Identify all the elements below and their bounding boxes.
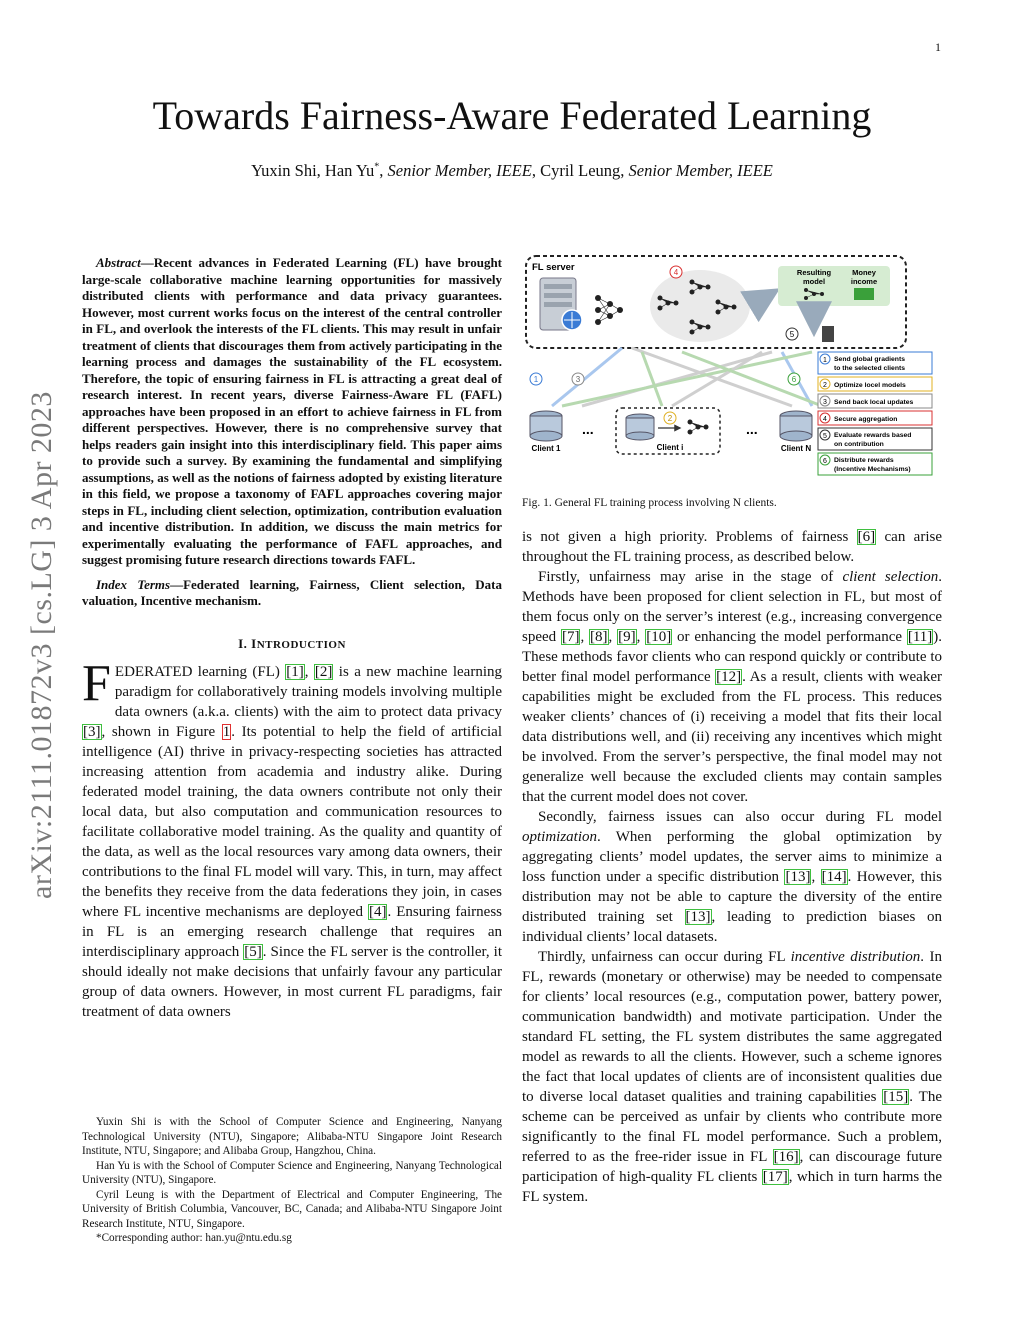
body-text: . As a result, clients with weaker capabilities might be excluded from the FL process. This reduces weaker clients’ chances of (i) receiving a model that fits their local data distributions well, and (ii) receiving any incentives which might be involved. From the server’s perspective, the final model may not generalize well because the excluded clients may contain samples that the current model does not cover.: [522, 669, 942, 805]
citation-link[interactable]: [1]: [286, 663, 304, 680]
abstract-label: Abstract: [96, 255, 141, 270]
client-i-model-icon: [688, 420, 709, 435]
page-number: 1: [935, 40, 941, 54]
footnote: Yuxin Shi is with the School of Computer Science and Engineering, Nanyang Technological University (NTU), Singapore; Alibaba-NTU Singapore Joint Research Institute, NTU, Singapore; and Alibaba Group, Hangzhou, China.: [82, 1116, 502, 1157]
body-text: ,: [580, 629, 590, 645]
paper-title: Towards Fairness-Aware Federated Learning: [152, 93, 872, 138]
citation-link[interactable]: [17]: [762, 1169, 788, 1185]
intro-text: ,: [304, 663, 314, 680]
citation-link[interactable]: [14]: [821, 869, 847, 885]
figure-1: [522, 248, 942, 483]
drop-cap: F: [82, 654, 111, 712]
citation-link[interactable]: [3]: [83, 723, 101, 740]
legend-step-4-num: 4: [823, 416, 827, 423]
author-role-1: Senior Member, IEEE: [387, 161, 532, 180]
step-legend: [818, 352, 932, 475]
abstract-text: —Recent advances in Federated Learning (FL) have brought large-scale collaborative machine learning opportunities for massively distributed clients with performance and data privacy guarantees. However, most current works focus on the interest of the central controller in FL, and overlook the interests of the FL clients. This may result in unfair treatment of clients that discourages them from actively participating in the learning process and damages the sustainability of the FL ecosystem. Therefore, the topic of ensuring fairness in FL is attracting a great deal of research interest. In recent years, diverse Fairness-Aware FL (FAFL) approaches have been proposed in an effort to achieve fairness in FL from different perspectives. However, there is no comprehensive survey that helps readers gain insight into this interdisciplinary field. This paper aims to provide such a survey. By examining the fundamental and simplifying assumptions, as well as the notions of fairness adopted by existing literature in this field, we propose a taxonomy of FAFL approaches covering major steps in FL, including client selection, optimization, contribution evaluation and incentive distribution. In addition, we discuss the main metrics for experimentally evaluating the performance of FAFL approaches, and suggest promising future research directions towards FAFL.: [82, 255, 502, 567]
index-terms: [82, 577, 502, 610]
arxiv-stamp-text: arXiv:2111.01872v3 [cs.LG] 3 Apr 2023: [25, 391, 58, 899]
intro-paragraph: [82, 654, 503, 1022]
paragraph-client-selection: [522, 567, 942, 807]
client-i-label: Client i: [656, 443, 684, 452]
server-icon: [540, 278, 582, 330]
body-text: or enhancing the model performance: [672, 629, 907, 645]
corresponding-mark: *: [374, 161, 380, 173]
client-n-label: Client N: [780, 444, 812, 453]
body-text: . Methods have been proposed for client selection in FL, but most of them focus only on the server’s interest (e.g., increasing convergence speed: [522, 569, 942, 645]
intro-text: . Ensuring fairness in FL is an emerging research challenge that requires an interdisciplinary approach: [82, 903, 502, 960]
intro-text: is a new machine learning paradigm for collaboratively training models involving multiple data owners (a.k.a. clients) with the aim to protect data privacy: [114, 663, 503, 720]
money-income-label-line2: income: [850, 277, 878, 286]
body-text: , which in turn harms the FL system.: [522, 1169, 942, 1205]
citation-link[interactable]: [7]: [561, 629, 580, 645]
client-1-label: Client 1: [531, 444, 561, 453]
intro-text: . Since the FL server is the controller, it should ideally not make decisions that unfairly favour any particular group of data owners. However, in most current FL paradigms, fair treatment of data owners: [82, 943, 502, 1020]
step-6-marker-num: 6: [791, 375, 797, 384]
citation-link[interactable]: [15]: [883, 1089, 909, 1105]
step-5-marker-num: 5: [789, 330, 795, 339]
fl-server-label: FL server: [532, 262, 575, 273]
global-model-icon: [595, 295, 623, 325]
citation-link[interactable]: [13]: [785, 869, 811, 885]
citation-link[interactable]: [6]: [857, 529, 876, 545]
step-3-marker-num: 3: [575, 375, 581, 384]
citation-link[interactable]: [9]: [618, 629, 636, 645]
client-1-database-icon: [530, 411, 562, 441]
legend-step-5-label-line1: Evaluate rewards based: [834, 432, 912, 439]
section-heading-introduction: [82, 636, 502, 652]
citation-link[interactable]: [2]: [314, 663, 333, 680]
body-text: . The scheme can be perceived as unfair by clients who contribute more significantly to the final FL model performance. Such a problem, referred to as the free-rider issue in FL: [522, 1089, 942, 1165]
client-n-database-icon: [780, 411, 812, 441]
legend-step-1-label-line1: Send global gradients: [834, 356, 905, 363]
body-text: ). These methods favor clients who can respond quickly or contribute to better final model performance: [522, 629, 943, 685]
index-terms-label: Index Terms: [96, 576, 171, 592]
legend-step-5-label-line2: on contribution: [834, 441, 884, 448]
citation-link[interactable]: [4]: [368, 903, 387, 920]
intro-text: . Its potential to help the field of artificial intelligence (AI) thrive in privacy-respecting societies has attracted increasing attention from academia and industry alike. During federated model training, the data owners contribute not only their local data, but also computation and communication resources to facilitate collaborative model training. As the quality and quantity of the data, as well as the local resources vary among data owners, their contributions to the final FL model will vary. This, in turn, may affect the benefits they receive from the data federations they join, in cases where FL incentive mechanisms are deployed: [82, 723, 502, 920]
step-1-marker-num: 1: [533, 375, 539, 384]
arxiv-stamp: [22, 360, 62, 930]
footnote: Han Yu is with the School of Computer Science and Engineering, Nanyang Technological University (NTU), Singapore.: [82, 1159, 502, 1186]
footnote: *Corresponding author: han.yu@ntu.edu.sg: [96, 1232, 292, 1244]
legend-step-3-num: 3: [823, 399, 827, 406]
body-text: , leading to prediction biases on individual clients’ local datasets.: [522, 909, 942, 945]
footnote: Cyril Leung is with the Department of Electrical and Computer Engineering, The University of British Columbia, Vancouver, BC, Canada; and Alibaba-NTU Singapore Joint Research Institute, NTU, Singapore.: [82, 1188, 502, 1230]
legend-step-2-label: Optimize locel models: [834, 382, 906, 389]
footnotes: [82, 1115, 502, 1246]
section-title-initial: I: [251, 635, 257, 651]
legend-step-6-label-line1: Distribute rewards: [834, 457, 894, 464]
legend-step-1-label-line2: to the selected clients: [834, 365, 906, 372]
figure-caption: Fig. 1. General FL training process involving N clients.: [522, 497, 777, 509]
citation-link[interactable]: [5]: [244, 943, 262, 960]
intro-text: , shown in Figure: [101, 723, 222, 740]
section-number: I.: [238, 635, 252, 651]
resulting-model-label-line1: Resulting: [796, 268, 832, 277]
emphasis-optimization: optimization: [522, 829, 598, 845]
body-text: ,: [811, 869, 821, 885]
body-text: is not given a high priority. Problems of fairness: [522, 529, 857, 545]
body-text: . When performing the global optimization by aggregating clients’ model updates, the server aims to minimize a loss function under a specific distribution: [522, 829, 942, 885]
left-column: [82, 255, 502, 1022]
body-text: can arise throughout the FL training process, as described below.: [522, 529, 942, 565]
body-text: Secondly, fairness issues can also occur during FL model: [538, 809, 942, 825]
citation-link[interactable]: [16]: [773, 1149, 799, 1165]
intro-text: EDERATED learning (FL): [114, 663, 286, 680]
communication-arrows: [552, 348, 822, 406]
section-title-rest: NTRODUCTION: [256, 638, 346, 651]
money-income-label-line1: Money: [852, 268, 876, 277]
body-text: Firstly, unfairness may arise in the stage of: [538, 569, 843, 585]
citation-link[interactable]: [12]: [716, 669, 742, 685]
emphasis-client-selection: client selection: [842, 569, 939, 585]
index-terms-text: —Federated learning, Fairness, Client selection, Data valuation, Incentive mechanism.: [82, 576, 502, 608]
ellipsis-left: ...: [582, 421, 594, 437]
body-text: Thirdly, unfairness can occur during FL: [538, 949, 791, 965]
legend-step-2-num: 2: [823, 382, 827, 389]
paragraph-incentive-distribution: [522, 947, 942, 1207]
right-body-text: [522, 527, 942, 1207]
legend-step-5-num: 5: [823, 433, 827, 440]
citation-link[interactable]: [13]: [685, 909, 711, 925]
fl-process-diagram: [522, 248, 942, 483]
ellipsis-right: ...: [746, 421, 758, 437]
legend-step-4-label: Secure aggregation: [834, 416, 898, 423]
authors-primary: Yuxin Shi, Han Yu: [251, 161, 375, 180]
citation-link[interactable]: [8]: [590, 629, 608, 645]
legend-step-3-label: Send back local updates: [834, 399, 914, 406]
figure-reference-link[interactable]: 1: [222, 723, 231, 740]
body-text: , can discourage future participation of high-quality FL clients: [522, 1149, 942, 1185]
citation-link[interactable]: [10]: [646, 629, 672, 645]
client-i-database-icon: [626, 414, 654, 440]
body-text: . In FL, rewards (monetary or otherwise) may be needed to compensate for clients’ local resources (e.g., computation power, battery power, communication bandwidth) and motivate participation. Under the standard FL setting, the FL system distributes the same aggregated model as rewards to all the clients. However, such a scheme ignores the fact that local updates of clients are of inconsistent qualities due to diverse local dataset qualities and training capabilities: [522, 949, 942, 1105]
body-text: ,: [636, 629, 646, 645]
author-role-2: Senior Member, IEEE: [628, 161, 773, 180]
money-icon: [854, 288, 874, 300]
body-text: . However, this distribution may not be able to capture the diversity of the entire distributed training set: [522, 869, 943, 925]
step-2-marker-num: 2: [667, 414, 673, 423]
step-4-marker-num: 4: [673, 268, 679, 277]
calculator-icon: [822, 326, 834, 342]
emphasis-incentive-distribution: incentive distribution: [790, 949, 921, 965]
legend-step-6-num: 6: [823, 458, 827, 465]
paragraph-optimization: [522, 807, 942, 947]
citation-link[interactable]: [11]: [907, 629, 933, 645]
aggregate-arrow: [754, 292, 774, 304]
legend-step-6-label-line2: (Incentive Mechanisms): [834, 466, 911, 473]
abstract: [82, 255, 502, 569]
right-column: [522, 248, 942, 1207]
resulting-model-label-line2: model: [802, 277, 826, 286]
body-text: ,: [608, 629, 618, 645]
authors-secondary: , Cyril Leung,: [531, 161, 629, 180]
legend-step-1-num: 1: [823, 357, 827, 364]
paragraph-fairness-overview: [522, 527, 942, 567]
author-line: Yuxin Shi, Han Yu*, Senior Member, IEEE, Cyril Leung, Senior Member, IEEE: [251, 161, 773, 180]
